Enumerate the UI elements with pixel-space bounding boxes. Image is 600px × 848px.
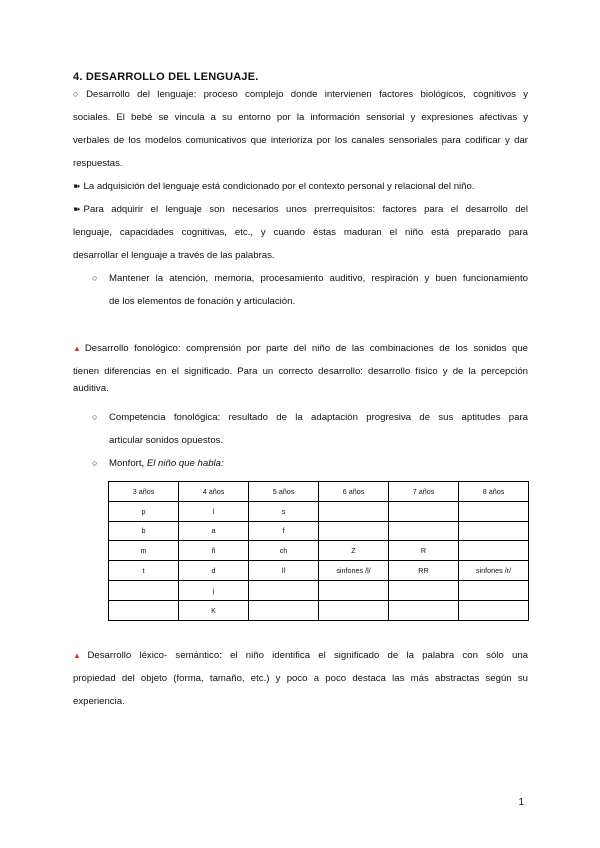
table-cell	[319, 501, 389, 521]
page-number: 1	[518, 797, 524, 808]
arrow-2-line: lenguaje, capacidades cognitivas, etc., y cuando éstas maduran el niño está preparado para	[73, 227, 528, 238]
table-cell: Z	[319, 541, 389, 561]
table-header-row	[109, 482, 529, 502]
table-cell: K	[179, 600, 249, 620]
table-header-cell: 8 años	[459, 482, 529, 502]
table-cell	[459, 541, 529, 561]
table-row	[109, 521, 529, 541]
table-header-cell: 4 años	[179, 482, 249, 502]
circle-bullet-icon: ○	[92, 412, 98, 422]
circle-bullet-icon: ○	[92, 458, 98, 468]
table-cell	[389, 600, 459, 620]
table-cell	[249, 600, 319, 620]
section-title: 4. DESARROLLO DEL LENGUAJE.	[73, 71, 259, 83]
intro-paragraph	[73, 83, 528, 175]
table-cell	[249, 580, 319, 600]
monfort-work: El niño que habla:	[146, 458, 224, 469]
sub-bullet-prerequisites: ○ Mantener la atención, memoria, procesamiento auditivo, respiración y buen funcionamiento de los elementos de fonación y articulación.	[92, 267, 528, 313]
lexico-paragraph: ▲Desarrollo léxico- semántico: el niño identifica el significado de la palabra con sólo una propiedad del objeto (forma, tamaño, etc.) y poco a poco destaca las más abstractas según su experiencia.	[73, 650, 528, 707]
arrow-2-line: desarrollar el lenguaje a través de las palabras.	[73, 250, 275, 261]
red-triangle-icon: ▲	[73, 344, 84, 353]
table-cell: j	[179, 580, 249, 600]
table-cell: R	[389, 541, 459, 561]
table-cell	[459, 580, 529, 600]
table-row	[109, 541, 529, 561]
sub-bullet-monfort	[92, 452, 528, 475]
sub-bullet-competencia: ○ Competencia fonológica: resultado de la adaptación progresiva de sus aptitudes para articular sonidos opuestos.	[92, 406, 528, 452]
table-cell	[389, 501, 459, 521]
table-cell: b	[109, 521, 179, 541]
table-header-cell: 5 años	[249, 482, 319, 502]
table-row	[109, 501, 529, 521]
intro-line: sociales. El bebé se vincula a su entorno por la información sensorial y expresiones afectivas y	[73, 112, 528, 123]
table-cell: RR	[389, 561, 459, 581]
circle-bullet-icon: ○	[92, 273, 98, 283]
table-cell: f	[249, 521, 319, 541]
table-cell	[389, 521, 459, 541]
monfort-author: Monfort,	[109, 458, 147, 469]
table-cell: m	[109, 541, 179, 561]
table-cell: l	[179, 501, 249, 521]
arrow-1-text: La adquisición del lenguaje está condicionado por el contexto personal y relacional del niño.	[83, 181, 475, 192]
table-cell	[109, 600, 179, 620]
table-header-cell: 6 años	[319, 482, 389, 502]
table-cell: t	[109, 561, 179, 581]
table-cell: d	[179, 561, 249, 581]
table-cell: p	[109, 501, 179, 521]
table-row	[109, 600, 529, 620]
table-cell: ll	[249, 561, 319, 581]
arrow-paragraph-1	[73, 175, 528, 198]
fonologico-paragraph: ▲Desarrollo fonológico: comprensión por parte del niño de las combinaciones de los sonidos que tienen diferencias en el significado. Para un correcto desarrollo: desarrollo físico y de la percepción auditiva.	[73, 343, 529, 394]
intro-line: ○ Desarrollo del lenguaje: proceso complejo donde intervienen factores biológicos, cognitivos y	[73, 89, 528, 100]
table-cell	[319, 521, 389, 541]
arrow-paragraph-2: ➽ Para adquirir el lenguaje son necesarios unos prerrequisitos: factores para el desarrollo del lenguaje, capacidades cognitivas, etc., y cuando éstas maduran el niño está preparado para desarrollar el lenguaje a través de las palabras.	[73, 198, 528, 267]
table-header-cell: 7 años	[389, 482, 459, 502]
table-header-cell: 3 años	[109, 482, 179, 502]
table-cell	[459, 521, 529, 541]
table-cell	[319, 580, 389, 600]
table-cell: ñ	[179, 541, 249, 561]
table-cell	[459, 600, 529, 620]
table-cell: a	[179, 521, 249, 541]
table-row	[109, 561, 529, 581]
intro-line: respuestas.	[73, 158, 123, 169]
table-cell	[459, 501, 529, 521]
table-cell	[389, 580, 459, 600]
table-cell: ch	[249, 541, 319, 561]
intro-line: verbales de los modelos comunicativos que interioriza por los canales sensoriales para codificar y dar	[73, 135, 528, 146]
table-cell: sinfones /r/	[459, 561, 529, 581]
table-cell	[319, 600, 389, 620]
red-triangle-icon: ▲	[73, 651, 87, 660]
table-cell: sinfones /l/	[319, 561, 389, 581]
arrow-bullet-icon: ➽	[73, 181, 81, 191]
phoneme-acquisition-table	[108, 481, 529, 621]
table-row	[109, 580, 529, 600]
circle-bullet-icon: ○	[73, 89, 84, 99]
table-cell: s	[249, 501, 319, 521]
arrow-bullet-icon: ➽	[73, 204, 81, 214]
table-cell	[109, 580, 179, 600]
